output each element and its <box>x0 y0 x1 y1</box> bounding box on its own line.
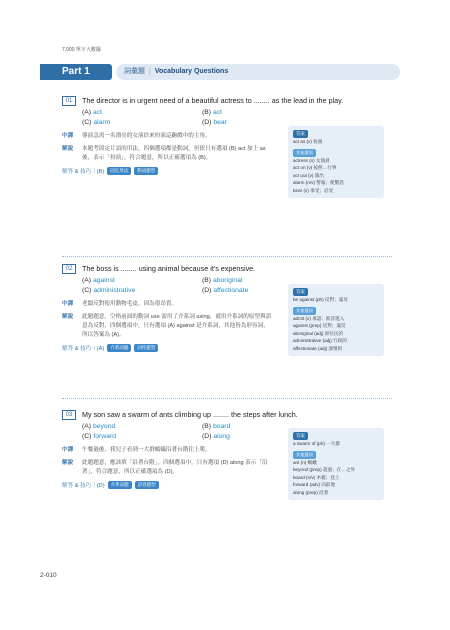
option-d[interactable]: (D) affectionate <box>202 287 249 294</box>
tag-pill: 語意題型 <box>135 481 159 489</box>
part-tab: Part 1 <box>40 64 112 80</box>
translation-tag: 中譯 <box>62 447 74 453</box>
question-number: 01 <box>62 96 76 106</box>
analysis <box>62 145 274 163</box>
analysis-tag: 解說 <box>62 314 74 320</box>
answer-label: 解答 & 技巧｜(A) <box>62 346 105 352</box>
sidebar-row: affectionate (adj) 深情的 <box>293 345 343 351</box>
analysis-text: 本題考固定片語的用法，四個選項都是動詞，但依只有選項 (B) act 加上 as 後，表示「扮演」，符合題意，所以正確選項為 (B)。 <box>82 146 266 161</box>
sidebar-main: act as (v) 扮演 <box>293 139 323 144</box>
sidebar-row: alarm (n/v) 警報；使驚恐 <box>293 180 344 185</box>
analysis-tag: 解說 <box>62 460 74 466</box>
question-text <box>62 410 394 420</box>
option-d[interactable]: (D) along <box>202 433 230 440</box>
tag-pill: 介系詞題 <box>107 344 131 352</box>
tag-pill: 詞性題型 <box>134 344 158 352</box>
translation <box>62 300 274 309</box>
answer-label: 解答 & 技巧｜(B) <box>62 169 105 175</box>
sidebar-row: actress (n) 女演員 <box>293 157 330 163</box>
tag-pill: 固定用法 <box>107 167 131 175</box>
option-b[interactable]: (B) aboriginal <box>202 277 243 284</box>
option-b[interactable]: (B) board <box>202 423 231 430</box>
sidebar-row: aboriginal (adj) 原住民的 <box>293 330 344 336</box>
sidebar-row: ant (n) 螞蟻 <box>293 459 317 465</box>
sidebar-sub: 其他選項 <box>293 149 316 157</box>
divider <box>62 398 392 399</box>
translation-text: 午餐過後，我兒子看到一大群螞蟻沿著台階往上爬。 <box>82 447 211 453</box>
analysis-text: 此題題意，空格前面的動詞 use 需用了介系詞 using，就用介系詞的原型與語意為反對，四個選項中，只有選項 (A) against 是介系詞，其他皆為形容詞，所以答案為 (A)。 <box>82 314 272 338</box>
answer-label: 解答 & 技巧｜(D) <box>62 483 105 489</box>
question-stem: The boss is ........ using animal because it's expensive. <box>82 264 256 273</box>
sidebar-row: admit (v) 承認；准許進入 <box>293 315 345 321</box>
option-c[interactable]: (C) alarm <box>82 119 111 126</box>
sidebar-row: beyond (prep) 超過；在…之外 <box>293 467 356 472</box>
question-text <box>62 264 394 274</box>
tag-pill: 介系詞題 <box>108 481 132 489</box>
question-stem: My son saw a swarm of ants climbing up ........ the steps after lunch. <box>82 410 298 419</box>
analysis-text: 此題題意，應該填「沿著台階」，四個選項中，只有選項 (D) along 表示「沿著」，符合題意，所以正確選項為 (D)。 <box>82 460 268 475</box>
sidebar-sub: 其他選項 <box>293 451 316 459</box>
vocab-sidebar-1 <box>288 126 384 198</box>
section-title-zh: 詞彙題 <box>124 68 145 75</box>
sidebar-row: act on (v) 按照…行事 <box>293 165 337 170</box>
sidebar-row: administrative (adj) 行政的 <box>293 338 347 343</box>
sidebar-main: be against (ph) 反對；違反 <box>293 297 348 302</box>
sidebar-row: act out (v) 演出 <box>293 172 324 178</box>
translation-tag: 中譯 <box>62 301 74 307</box>
translation-tag: 中譯 <box>62 133 74 139</box>
question-number: 03 <box>62 410 76 420</box>
question-number: 02 <box>62 264 76 274</box>
sidebar-row: bear (v) 承受；忍受 <box>293 187 334 193</box>
tag-pill: 動詞題型 <box>134 167 158 175</box>
option-a[interactable]: (A) beyond <box>82 423 116 430</box>
sidebar-row: along (prep) 沿著 <box>293 489 329 495</box>
section-title-en: Vocabulary Questions <box>154 68 229 75</box>
translation <box>62 446 274 455</box>
option-d[interactable]: (D) bear <box>202 119 227 126</box>
sidebar-head: 答案 <box>293 130 308 138</box>
sidebar-head: 答案 <box>293 432 308 440</box>
sidebar-row: forward (adv) 向前地 <box>293 482 336 487</box>
sidebar-row: board (n/v) 木板；登上 <box>293 474 340 480</box>
option-c[interactable]: (C) forward <box>82 433 116 440</box>
option-a[interactable]: (A) act <box>82 109 103 116</box>
section-bar <box>116 64 400 80</box>
book-title: 7,000 單字大數據 <box>62 47 101 53</box>
option-a[interactable]: (A) against <box>82 277 115 284</box>
sidebar-head: 答案 <box>293 288 308 296</box>
question-text <box>62 96 394 106</box>
analysis <box>62 313 274 340</box>
option-c[interactable]: (C) administrative <box>82 287 136 294</box>
translation-text: 導演急需一名漂亮的女演員來扮演這齣戲中的主角。 <box>82 133 211 139</box>
sidebar-row: against (prep) 反對；違反 <box>293 323 346 328</box>
vocab-sidebar-2 <box>288 284 384 356</box>
vocab-sidebar-3 <box>288 428 384 500</box>
option-b[interactable]: (B) act <box>202 109 223 116</box>
page-number: 2-010 <box>40 572 57 579</box>
separator: | <box>149 68 151 75</box>
sidebar-main: a swarm of (ph) 一大群 <box>293 441 340 446</box>
divider <box>62 256 392 257</box>
question-stem: The director is in urgent need of a beautiful actress to ........ as the lead in the play. <box>82 96 344 105</box>
sidebar-sub: 其他選項 <box>293 307 316 315</box>
analysis <box>62 459 274 477</box>
translation-text: 老闆反對使用動物毛皮，因為很昂貴。 <box>82 301 178 307</box>
translation <box>62 132 274 141</box>
analysis-tag: 解說 <box>62 146 74 152</box>
